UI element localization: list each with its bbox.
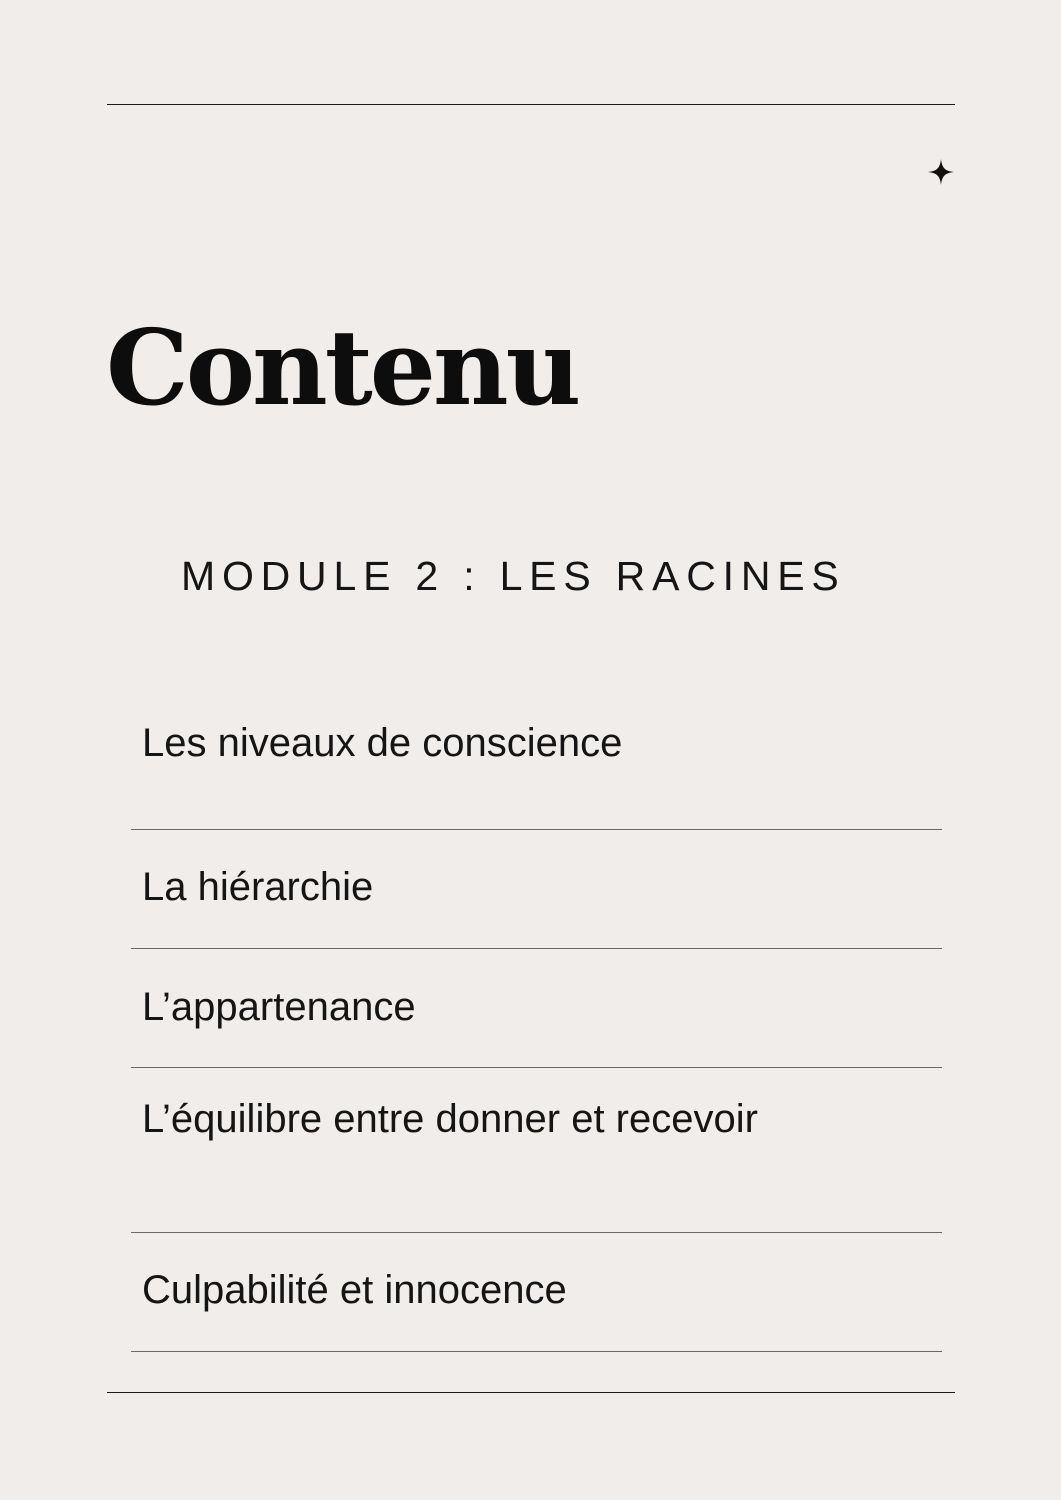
toc-item-label: L’appartenance (142, 985, 416, 1029)
sparkle-star-icon (927, 158, 955, 186)
toc-item-label: L’équilibre entre donner et recevoir (142, 1097, 758, 1141)
page-title: Contenu (106, 306, 579, 429)
bottom-rule (107, 1392, 955, 1393)
module-heading: MODULE 2 : LES RACINES (181, 553, 846, 599)
toc-item (131, 858, 942, 917)
toc-divider (131, 1067, 942, 1068)
toc-item-label: Culpabilité et innocence (142, 1268, 567, 1312)
toc-divider (131, 829, 942, 830)
toc-item (131, 714, 942, 773)
toc-item (131, 1261, 942, 1320)
toc-divider (131, 1232, 942, 1233)
toc-item (131, 978, 942, 1037)
toc-item-label: Les niveaux de conscience (142, 721, 623, 765)
toc-divider (131, 948, 942, 949)
top-rule (107, 104, 955, 105)
toc-item (131, 1090, 942, 1149)
toc-item-label: La hiérarchie (142, 865, 374, 909)
toc-divider (131, 1351, 942, 1352)
